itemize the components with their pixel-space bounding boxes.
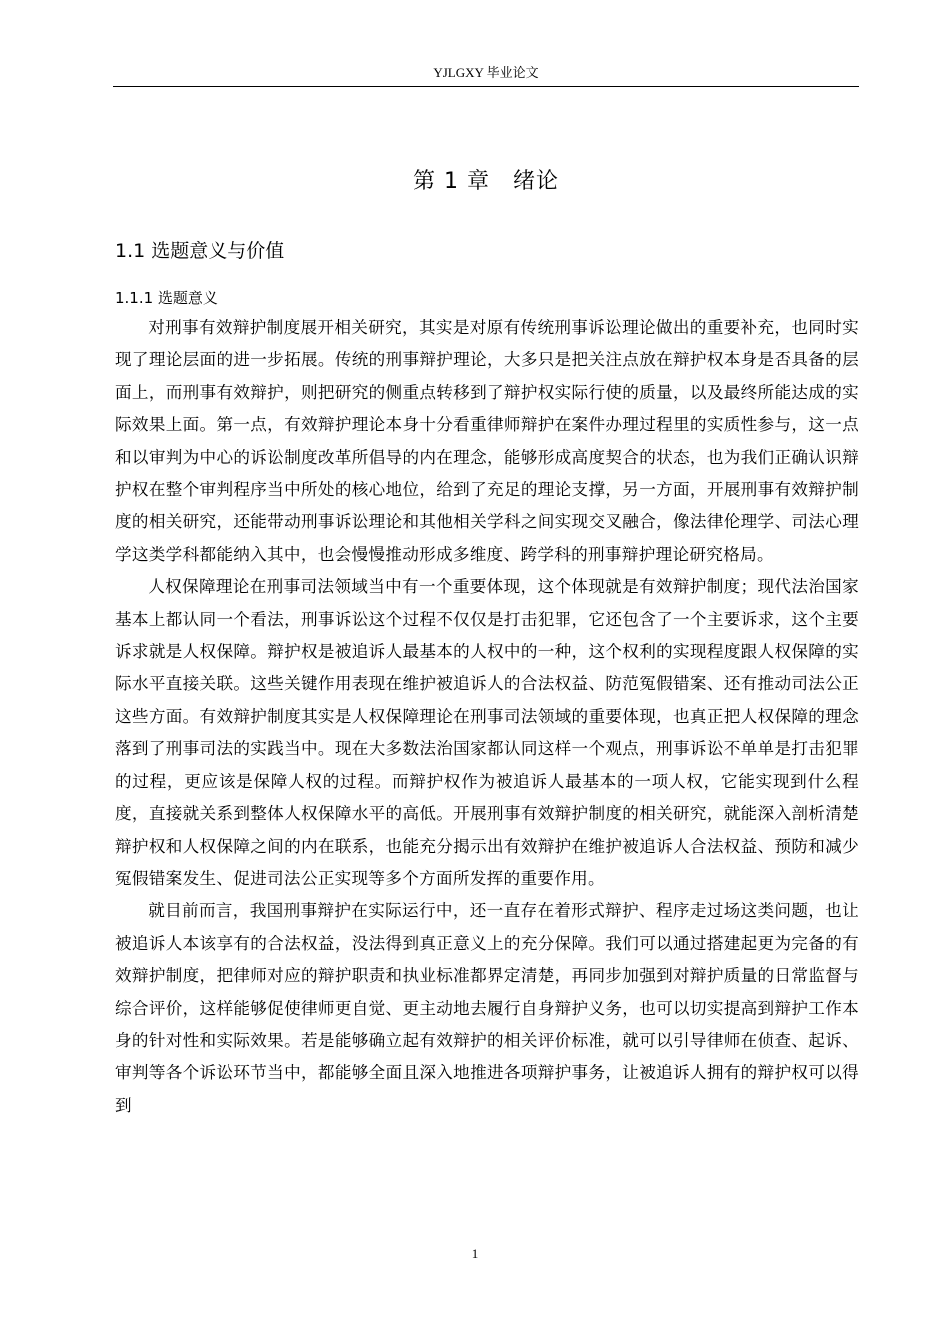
paragraph: 对刑事有效辩护制度展开相关研究，其实是对原有传统刑事诉讼理论做出的重要补充，也同时实现了理论层面的进一步拓展。传统的刑事辩护理论，大多只是把关注点放在辩护权本身是否具备的层面上，而刑事有效辩护，则把研究的侧重点转移到了辩护权实际行使的质量，以及最终所能达成的实际效果上面。第一点，有效辩护理论本身十分看重律师辩护在案件办理过程里的实质性参与，这一点和以审判为中心的诉讼制度改革所倡导的内在理念，能够形成高度契合的状态，也为我们正确认识辩护权在整个审判程序当中所处的核心地位，给到了充足的理论支撑，另一方面，开展刑事有效辩护制度的相关研究，还能带动刑事诉讼理论和其他相关学科之间实现交叉融合，像法律伦理学、司法心理学这类学科都能纳入其中，也会慢慢推动形成多维度、跨学科的刑事辩护理论研究格局。 xyxy=(115,318,859,564)
paragraph: 就目前而言，我国刑事辩护在实际运行中，还一直存在着形式辩护、程序走过场这类问题，也让被追诉人本该享有的合法权益，没法得到真正意义上的充分保障。我们可以通过搭建起更为完备的有效辩护制度，把律师对应的辩护职责和执业标准都界定清楚，再同步加强到对辩护质量的日常监督与综合评价，这样能够促使律师更自觉、更主动地去履行自身辩护义务，也可以切实提高到辩护工作本身的针对性和实际效果。若是能够确立起有效辩护的相关评价标准，就可以引导律师在侦查、起诉、审判等各个诉讼环节当中，都能够全面且深入地推进各项辩护事务，让被追诉人拥有的辩护权可以得到 xyxy=(115,901,859,1115)
running-header: YJLGXY 毕业论文 xyxy=(433,65,539,80)
paragraph: 人权保障理论在刑事司法领域当中有一个重要体现，这个体现就是有效辩护制度；现代法治国家基本上都认同一个看法，刑事诉讼这个过程不仅仅是打击犯罪，它还包含了一个主要诉求，这个主要诉求就是人权保障。辩护权是被追诉人最基本的人权中的一种，这个权利的实现程度跟人权保障的实际水平直接关联。这些关键作用表现在维护被追诉人的合法权益、防范冤假错案、还有推动司法公正这些方面。有效辩护制度其实是人权保障理论在刑事司法领域的重要体现，也真正把人权保障的理念落到了刑事司法的实践当中。现在大多数法治国家都认同这样一个观点，刑事诉讼不单单是打击犯罪的过程，更应该是保障人权的过程。而辩护权作为被追诉人最基本的一项人权，它能实现到什么程度，直接就关系到整体人权保障水平的高低。开展刑事有效辩护制度的相关研究，就能深入剖析清楚辩护权和人权保障之间的内在联系，也能充分揭示出有效辩护在维护被追诉人合法权益、预防和减少冤假错案发生、促进司法公正实现等多个方面所发挥的重要作用。 xyxy=(115,577,859,888)
body-text xyxy=(115,312,859,1122)
section-title: 1.1 选题意义与价值 xyxy=(115,240,285,262)
header-rule xyxy=(113,86,859,87)
page-number: 1 xyxy=(471,1246,479,1261)
subsection-title: 1.1.1 选题意义 xyxy=(115,289,218,307)
chapter-title: 第 1 章 绪论 xyxy=(413,169,559,194)
